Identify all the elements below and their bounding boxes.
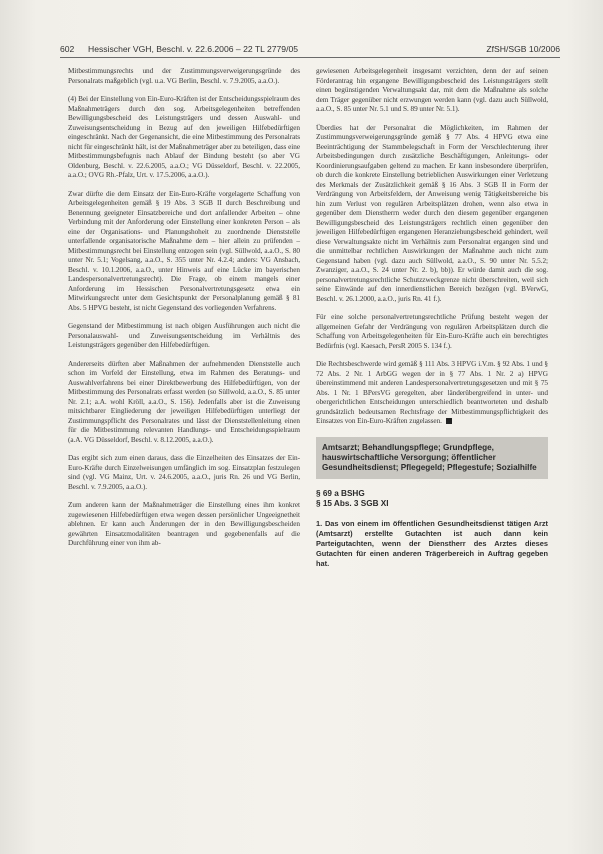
left-column — [68, 67, 300, 558]
end-of-article-mark — [446, 418, 452, 424]
paragraph-final — [316, 360, 548, 427]
paragraph: Zum anderen kann der Maßnahmeträger die Einstellung eines ihm konkret zugewiesenen Hilfebedürftigen etwa wegen dessen persönlicher Ungeeignetheit ablehnen. Er kann auch Änderungen der in den Bewilligungsbescheiden gewährten Einsatzmodalitäten beantragen und gegebenenfalls auf die Durchführung einer von ihm ab- — [68, 501, 300, 547]
header-rule — [60, 57, 560, 58]
paragraph: (4) Bei der Einstellung von Ein-Euro-Kräften ist der Entscheidungsspielraum des Maßnahmeträgers durch den sog. Arbeitsgelegenheiten betreffenden Bewilligungsbescheid des Leistungsträgers und dessen Auswahl- und Zuweisungsentscheidung in Bezug auf den jeweiligen Hilfebedürftigen eingeschränkt. Nach der Gegenansicht, die eine Mitbestimmung des Personalrats nicht für eingeschränkt hält, ist der Maßnahmeträger aber zu beteiligen, dass eine Mitbestimmungsbefugnis nach Ablauf der Bindung besteht (so aber VG Oldenburg, Beschl. v. 22.6.2005, a.a.O.; VG Düsseldorf, Beschl. v. 22.2005, a.a.O.; OVG Rh.-Pfalz, Urt. v. 17.5.2006, a.a.O.). — [68, 95, 300, 179]
paragraph: Für eine solche personalvertretungsrechtliche Prüfung besteht wegen der allgemeinen Gefahr der Verdrängung von regulären Arbeitsplätzen durch die Schaffung von Arbeitsgelegenheiten für Ein-Euro-Kräfte auch ein berechtigtes Bedürfnis (vgl. Kaesach, PersR 2005 S. 134 f.). — [316, 313, 548, 350]
right-column — [316, 67, 548, 569]
paragraph: gewiesenen Arbeitsgelegenheit insgesamt verzichten, denn der auf seinen Förderantrag hin ergangene Bewilligungsbescheid des Leistungsträgers stellt einen begünstigenden Verwaltungsakt dar, mit dem die Maßnahme als solche dem Träger gegenüber nicht erzwungen werden kann (vgl. dazu auch Süllwold, a.a.O., S. 85 unter Nr. 5.1 und S. 89 unter Nr. 5.1). — [316, 67, 548, 113]
journal-issue: ZfSH/SGB 10/2006 — [486, 44, 560, 54]
paragraph-text: Die Rechtsbeschwerde wird gemäß § 111 Abs. 3 HPVG i.V.m. § 92 Abs. 1 und § 72 Abs. 2 Nr. 1 ArbGG wegen der in § 77 Abs. 1 Nr. 2 a) HPVG übereinstimmend mit anderen Landespersonalvertretungsgesetzen und mit § 75 Abs. 1 Nr. 1 BPersVG geregelten, aber länderübergreifend in unter- und obergerichtlichen Entscheidungen unterschiedlich beantworteten und deshalb grundsätzlich bedeutsamen Rechtsfrage der Mitbestimmungspflichtigkeit des Einsatzes von Ein-Euro-Kräften zugelassen. — [316, 360, 548, 425]
header-citation: Hessischer VGH, Beschl. v. 22.6.2006 – 22 TL 2779/05 — [88, 44, 299, 54]
norms-list — [316, 489, 548, 510]
running-header — [60, 44, 560, 58]
paragraph: Gegenstand der Mitbestimmung ist nach obigen Ausführungen auch nicht die Personalauswahl- und Zuweisungsentscheidung im Verhältnis des Leistungsträgers gegenüber den Hilfebedürftigen. — [68, 322, 300, 349]
keyword-box: Amtsarzt; Behandlungspflege; Grundpflege, hauswirtschaftliche Versorgung; öffentlicher Gesundheitsdienst; Pflegegeld; Pflegestufe; Sozialhilfe — [316, 437, 548, 479]
paragraph: Überdies hat der Personalrat die Möglichkeiten, im Rahmen der Zustimmungsverweigerungsgründe gemäß § 77 Abs. 4 HPVG etwa eine Beeinträchtigung der Stammbelegschaft in Form der Verschlechterung ihrer Arbeitsbedingungen durch zusätzliche Beschäftigungen, Anleitungs- oder Koordinierungsaufgaben geltend zu machen. Er kann insbesondere überprüfen, ob durch die konkrete Einstellung betrieblichen Auswirkungen einer Verletzung des Merkmals der Zusätzlichkeit gemäß § 16 Abs. 3 SGB II in Form der Verdrängung von Arbeitsfeldern, der Anweisung wenig Tätigkeitsbereiche bis hin zum Verlust von regulären Arbeitsplätzen drohen, wenn also etwa in gegenüber dem Dienstherrn weder durch den diesem gegenüber ergangenen Bewilligungsbescheid des Leistungsträgers rechtlich einen gegenüber den jeweiligen Hilfebedürftigen ergangenen Heranziehungsbescheid gehindert, weil diese Verwaltungsakte nicht im Verhältnis zum Personalrat ergangen sind und die unmittelbar rechtlichen Auswirkungen der Maßnahme auch nicht zum Gegenstand haben (vgl. dazu auch Süllwold, a.a.O., S. 90 unter Nr. 5.5.2; Zwanziger, a.a.O., S. 24 unter Nr. 2. b), bb)). Er würde damit auch die sog. personalvertretungsrechtliche Schutzzweckgrenze nicht überschreiten, weil sich seine Einwände auf den innerdienstlichen Bereich bezögen (vgl. BVerwG, Beschl. v. 26.1.2000, a.a.O., juris Rn. 41 f.). — [316, 123, 548, 303]
page-number: 602 — [60, 44, 75, 54]
paragraph: Das ergibt sich zum einen daraus, dass die Einzelheiten des Einsatzes der Ein-Euro-Kräfte durch Einzelweisungen umfänglich im sog. Einsatzplan festzulegen sind (vgl. VG Mainz, Urt. v. 24.6.2005, a.a.O., juris Rn. 26 und VG Berlin, Beschl. v. 7.9.2005, a.a.O.). — [68, 454, 300, 491]
norm-item: § 69 a BSHG — [316, 488, 365, 498]
headnote: 1. Das von einem im öffentlichen Gesundheitsdienst tätigen Arzt (Amtsarzt) erstellte Gutachten ist auch dann kein Parteigutachten, wenn der Dienstherr des Arztes dieses Gutachten für einen anderen Trägerbereich in Auftrag gegeben hat. — [316, 518, 548, 568]
norm-item: § 15 Abs. 3 SGB XI — [316, 499, 389, 508]
paragraph: Andererseits dürften aber Maßnahmen der aufnehmenden Dienststelle auch schon im Vorfeld der Einstellung, etwa im Rahmen des Beratungs- und Auswahlverfahrens bei einer Direktbewerbung des Hilfebedürftigen, von der Mitbestimmung des Personalrats erfasst werden (so Süllwold, a.a.O., S. 85 unter Nr. 2.1; a.A. wohl Kröll, a.a.O., S. 156). Jedenfalls aber ist die Zuweisung mitsichtbarer Eingliederung der jeweiligen Hilfebedürftigen unterliegt der Zustimmungspflicht des Personalrates und lässt der Dienststellenleitung einen für die Mitbestimmung relevanten Handlungs- und Entscheidungsspielraum (a.A. VG Düsseldorf, Beschl. v. 8.12.2005, a.a.O.). — [68, 359, 300, 444]
paragraph: Zwar dürfte die dem Einsatz der Ein-Euro-Kräfte vorgelagerte Schaffung von Arbeitsgelegenheiten gemäß § 19 Abs. 3 SGB II durch Beschreibung und Benennung geeigneter Einsatzbereiche und dort anfallender Arbeiten – ohne Verbindung mit der Anforderung oder Einstellung einer konkreten Person – als eine der Organisations- und Planungshoheit zu zuordnende Dienststelle unterfallende organisatorische Maßnahme dem – hier allein zu prüfenden – Mitbestimmungsrecht bei Einstellung entzogen sein (vgl. Süllwold, a.a.O., S. 80 unter Nr. 5.1; Vogelsang, a.a.O., S. 355 unter Nr. 4.2.4; anders: VG Ansbach, Beschl. v. 10.1.2006, a.a.O., unter Hinweis auf eine Lücke im bayerischen Landespersonalvertretungsrecht). Die Frage, ob einem mangels einer Anforderung im Hessischen Personalvertretungsgesetz etwa ein Mitwirkungsrecht unter dem Gesichtspunkt der Personalplanung gemäß § 81 Abs. 5 HPVG besteht, ist nicht Gegenstand des vorliegenden Verfahrens. — [68, 189, 300, 312]
paragraph: Mitbestimmungsrechts und der Zustimmungsverweigerungsgründe des Personalrats maßgeblich (vgl. u.a. VG Berlin, Beschl. v. 7.9.2005, a.a.O.). — [68, 67, 300, 85]
